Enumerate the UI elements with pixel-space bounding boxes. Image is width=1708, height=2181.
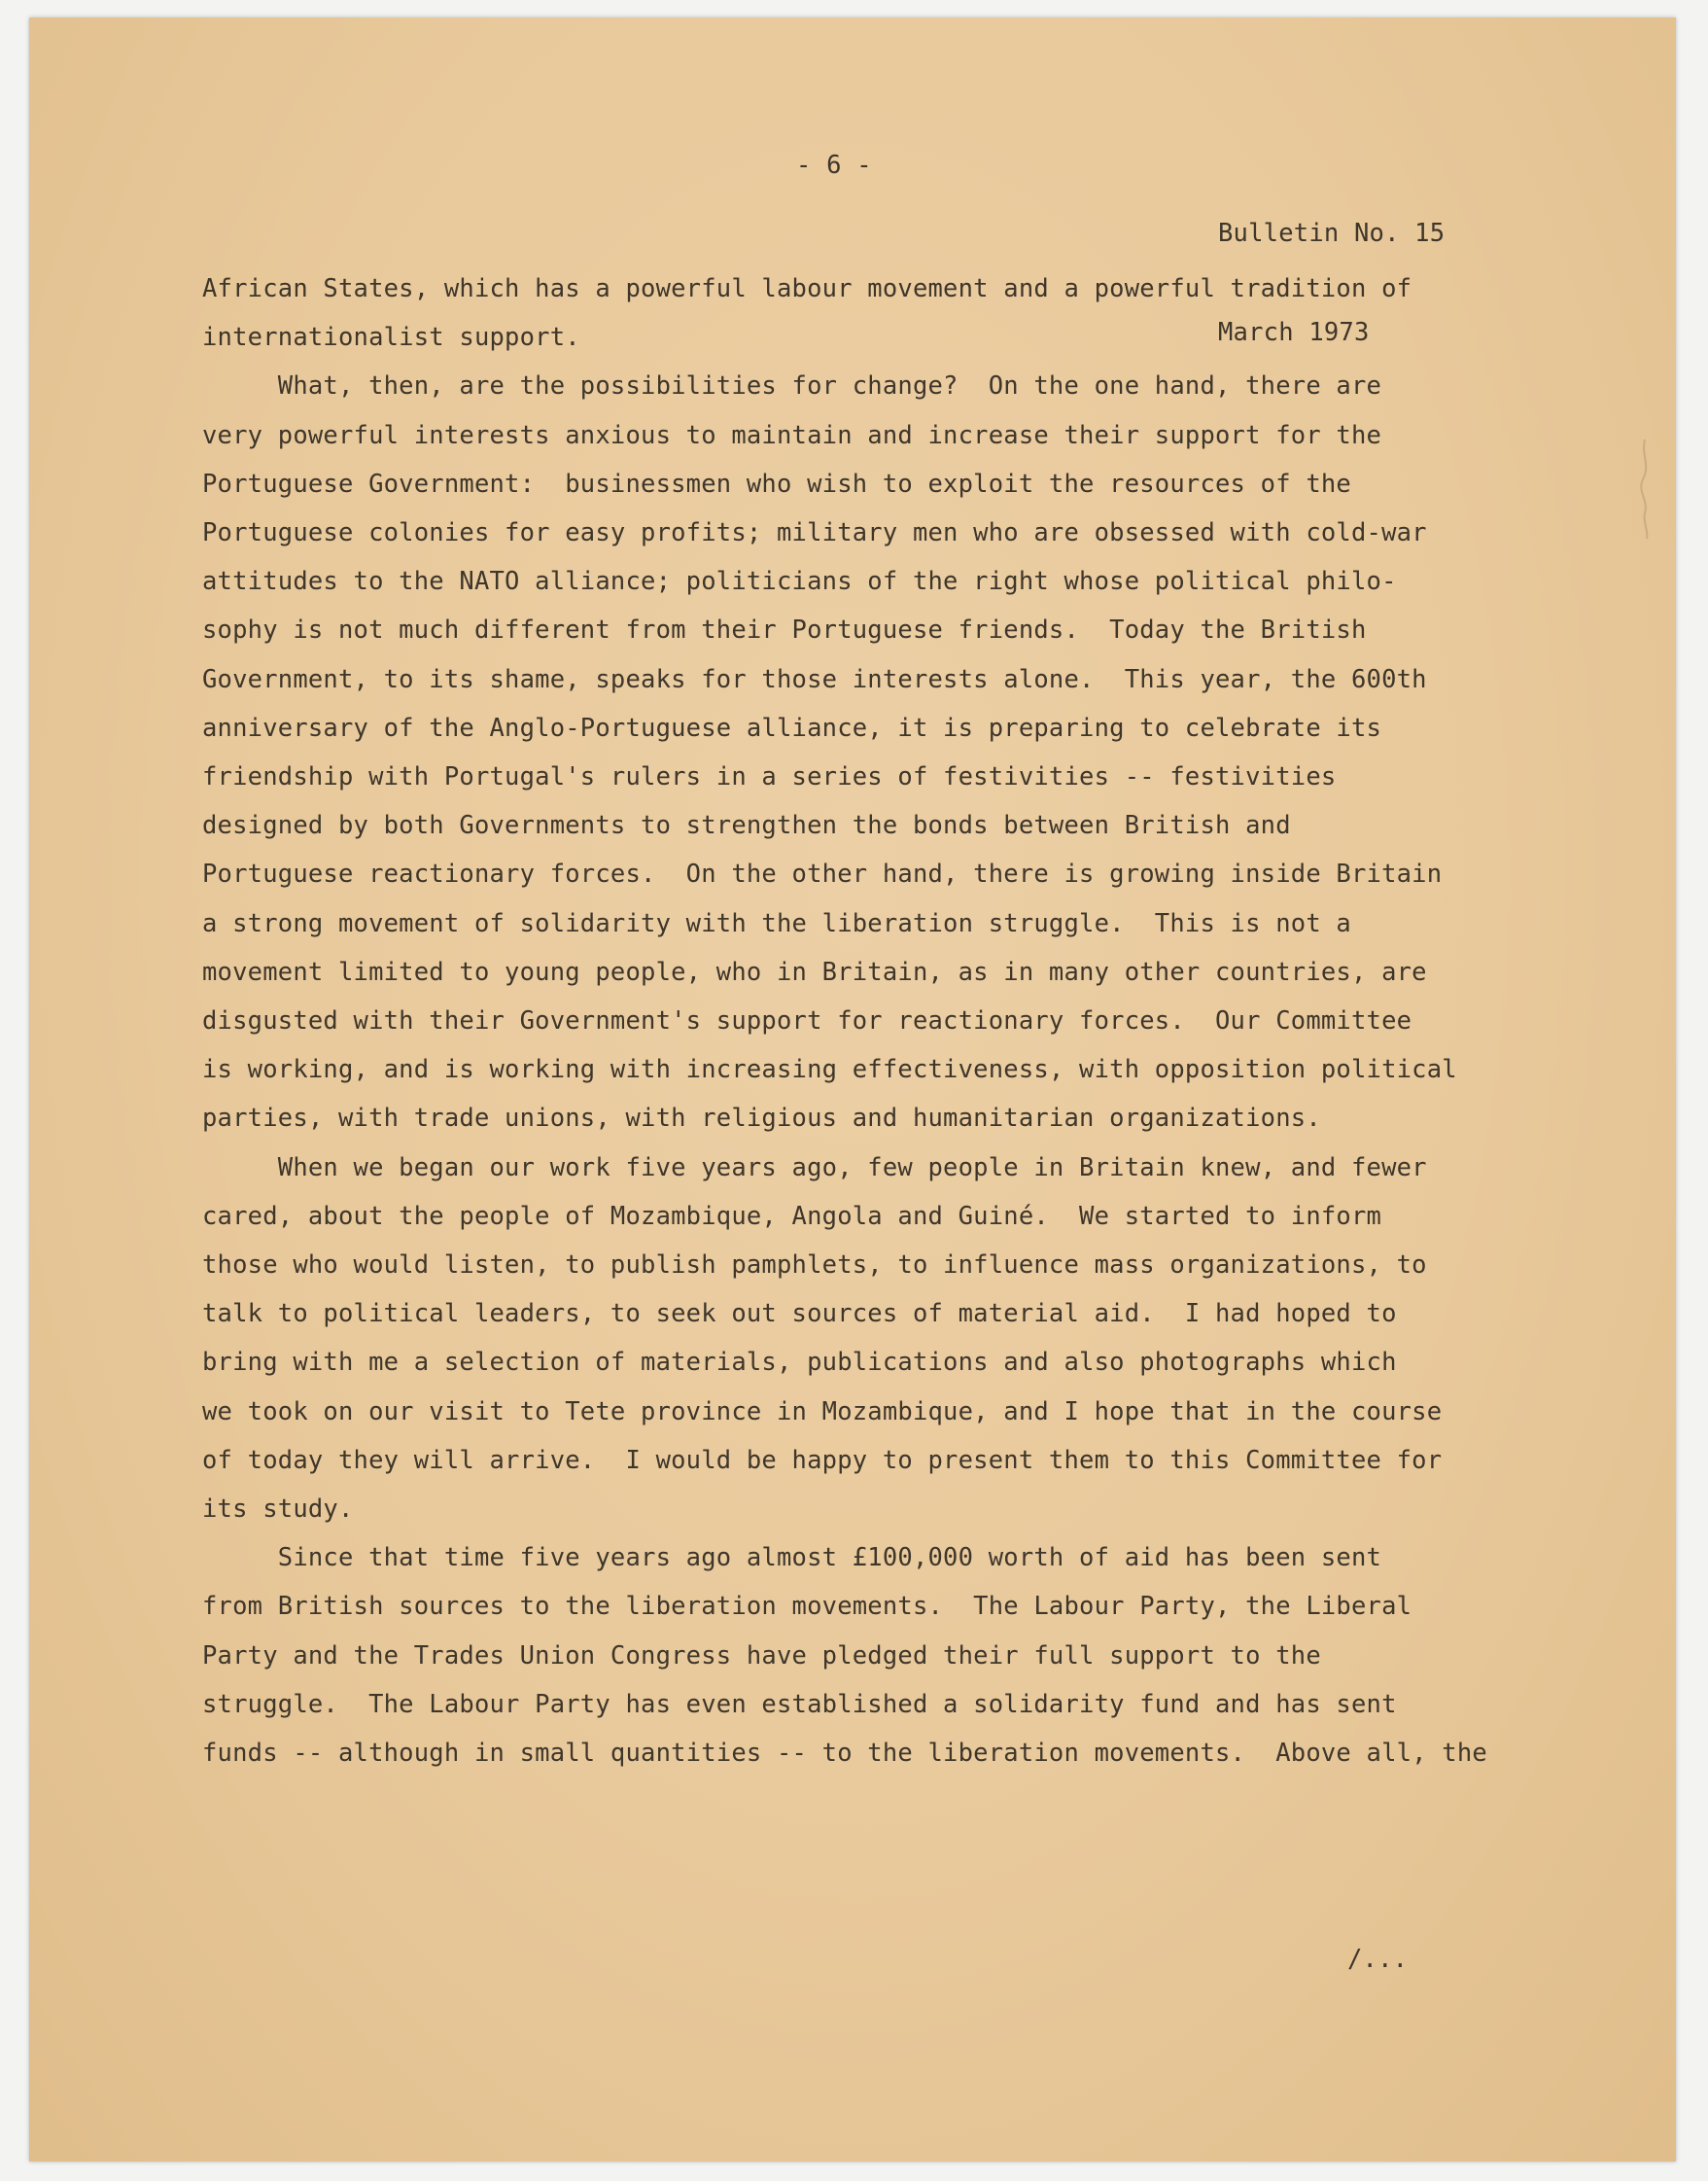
body-line: we took on our visit to Tete province in Mozambique, and I hope that in the course: [202, 1396, 1443, 1426]
body-line: those who would listen, to publish pamphlets, to influence mass organizations, to: [202, 1250, 1427, 1281]
bulletin-number: Bulletin No. 15: [1218, 219, 1446, 248]
body-line: parties, with trade unions, with religious and humanitarian organizations.: [202, 1104, 1321, 1134]
body-line: of today they will arrive. I would be happy to present them to this Committee for: [202, 1445, 1443, 1475]
body-line: anniversary of the Anglo-Portuguese alliance, it is preparing to celebrate its: [202, 713, 1382, 743]
body-line: movement limited to young people, who in Britain, as in many other countries, are: [202, 957, 1427, 987]
body-line: African States, which has a powerful labour movement and a powerful tradition of: [202, 274, 1412, 303]
bulletin-date: March 1973: [1218, 318, 1370, 347]
body-line: What, then, are the possibilities for change? On the one hand, there are: [202, 371, 1382, 402]
body-line: its study.: [202, 1495, 354, 1525]
body-line: Portuguese colonies for easy profits; military men who are obsessed with cold-war: [202, 518, 1427, 548]
body-line: Government, to its shame, speaks for those interests alone. This year, the 600th: [202, 664, 1427, 694]
body-line: disgusted with their Government's support for reactionary forces. Our Committee: [202, 1006, 1412, 1037]
page-number: - 6 -: [796, 151, 872, 180]
document-page: [29, 18, 1676, 2162]
body-line: funds -- although in small quantities -- to the liberation movements. Above all, the: [202, 1739, 1487, 1769]
body-line: Portuguese reactionary forces. On the other hand, there is growing inside Britain: [202, 860, 1443, 890]
body-line: sophy is not much different from their Portuguese friends. Today the British: [202, 616, 1367, 646]
body-line: Since that time five years ago almost £100,000 worth of aid has been sent: [202, 1543, 1382, 1573]
body-line: attitudes to the NATO alliance; politicians of the right whose political philo-: [202, 567, 1397, 597]
body-line: from British sources to the liberation movements. The Labour Party, the Liberal: [202, 1592, 1412, 1622]
body-line: Party and the Trades Union Congress have pledged their full support to the: [202, 1640, 1321, 1671]
body-line: bring with me a selection of materials, publications and also photographs which: [202, 1348, 1397, 1378]
body-line: Portuguese Government: businessmen who wish to exploit the resources of the: [202, 469, 1351, 499]
body-line: When we began our work five years ago, few people in Britain knew, and fewer: [202, 1152, 1427, 1182]
body-line: talk to political leaders, to seek out sources of material aid. I had hoped to: [202, 1299, 1397, 1329]
body-line: is working, and is working with increasing effectiveness, with opposition political: [202, 1055, 1457, 1085]
body-line: internationalist support.: [202, 323, 580, 353]
body-line: designed by both Governments to strengthen the bonds between British and: [202, 811, 1291, 841]
body-line: struggle. The Labour Party has even established a solidarity fund and has sent: [202, 1689, 1397, 1719]
body-line: a strong movement of solidarity with the liberation struggle. This is not a: [202, 908, 1351, 938]
body-line: cared, about the people of Mozambique, Angola and Guiné. We started to inform: [202, 1201, 1382, 1231]
margin-smudge: [1631, 436, 1656, 543]
body-text: [202, 264, 1487, 1777]
body-line: friendship with Portugal's rulers in a series of festivities -- festivities: [202, 762, 1337, 792]
continuation-mark: /...: [1347, 1945, 1409, 1974]
body-line: very powerful interests anxious to maintain and increase their support for the: [202, 420, 1382, 450]
